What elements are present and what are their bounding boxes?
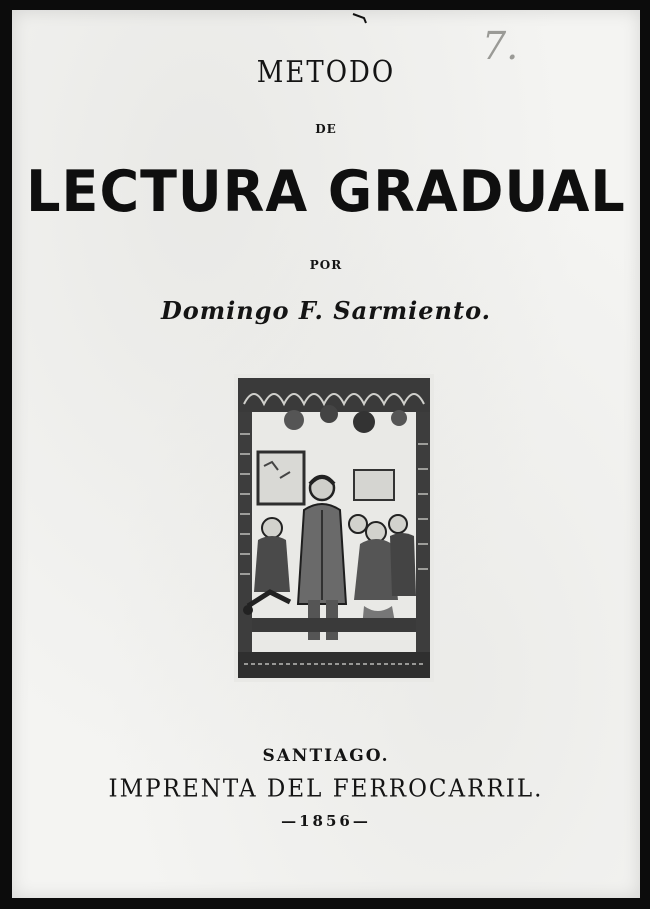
author-name: Domingo F. Sarmiento. <box>160 296 492 325</box>
preposition-de: DE <box>315 122 337 136</box>
publication-year: —1856— <box>281 812 371 830</box>
publisher-name: IMPRENTA DEL FERROCARRIL. <box>108 775 544 803</box>
classroom-engraving-icon <box>234 374 434 682</box>
handwritten-number: 7. <box>482 24 519 68</box>
method-heading: METODO <box>256 55 396 91</box>
book-title: LECTURA GRADUAL <box>26 158 626 225</box>
publication-place: SANTIAGO. <box>262 746 390 766</box>
book-cover-page <box>12 10 640 898</box>
preposition-por: POR <box>309 258 343 272</box>
ink-scratch-mark <box>352 12 368 24</box>
